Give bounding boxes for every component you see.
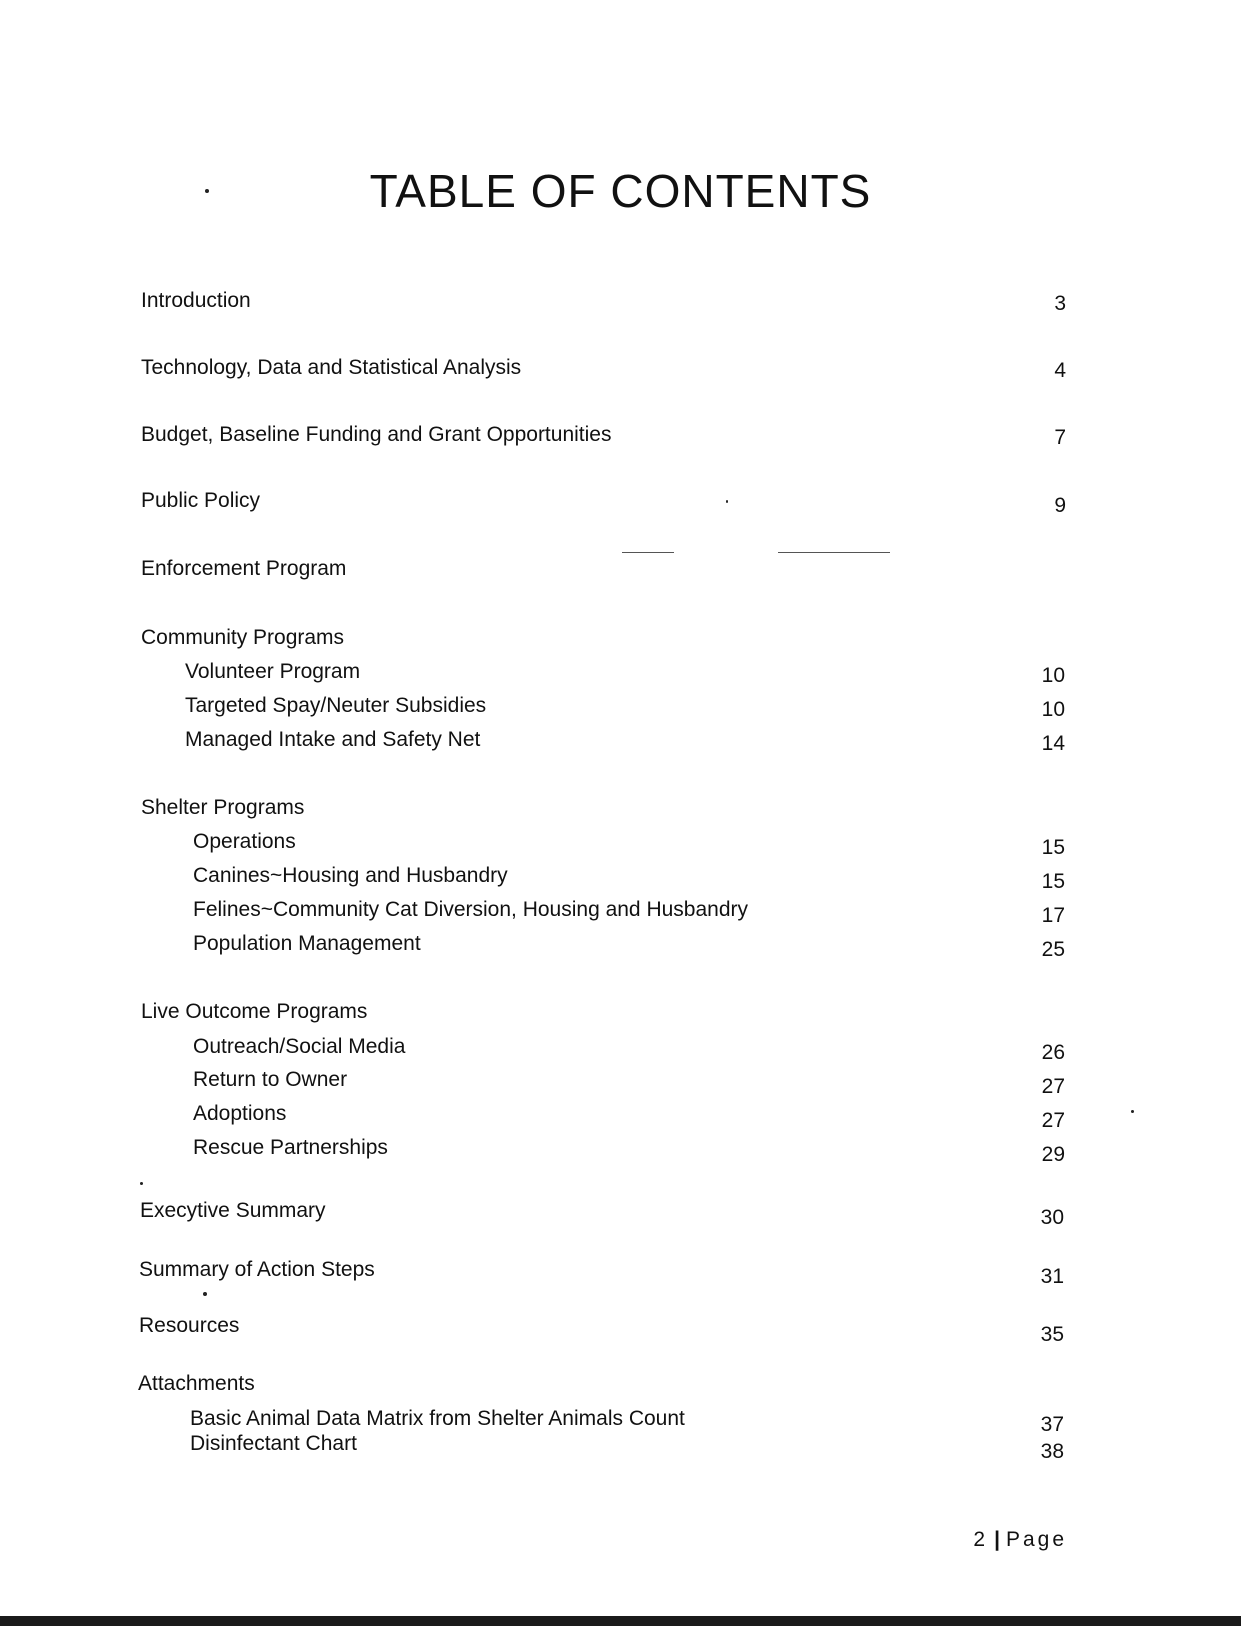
scan-speck bbox=[1131, 1110, 1134, 1113]
toc-entry-community-programs: Community Programs bbox=[141, 626, 345, 649]
toc-entry-attachments: Attachments bbox=[138, 1372, 255, 1395]
page-footer bbox=[973, 1528, 1067, 1552]
toc-page-executive-summary: 30 bbox=[1040, 1206, 1064, 1229]
toc-page-introduction: 3 bbox=[1054, 292, 1066, 315]
toc-subentry-adoptions: Adoptions bbox=[193, 1102, 287, 1125]
footer-page-word: Page bbox=[1005, 1528, 1067, 1551]
toc-page-action-steps: 31 bbox=[1040, 1265, 1064, 1288]
toc-page-managed-intake: 14 bbox=[1041, 732, 1065, 755]
toc-entry-enforcement: Enforcement Program bbox=[141, 557, 347, 580]
toc-page-adoptions: 27 bbox=[1041, 1109, 1065, 1132]
toc-page-data-matrix: 37 bbox=[1040, 1413, 1064, 1436]
toc-page-outreach: 26 bbox=[1041, 1041, 1065, 1064]
toc-entry-technology: Technology, Data and Statistical Analysis bbox=[141, 356, 522, 379]
toc-page-felines: 17 bbox=[1041, 904, 1065, 927]
toc-entry-shelter-programs: Shelter Programs bbox=[141, 796, 305, 819]
toc-subentry-operations: Operations bbox=[193, 830, 296, 853]
toc-entry-executive-summary: Execytive Summary bbox=[140, 1199, 326, 1222]
toc-page-disinfectant: 38 bbox=[1040, 1440, 1064, 1463]
toc-page-operations: 15 bbox=[1041, 836, 1065, 859]
toc-subentry-volunteer: Volunteer Program bbox=[185, 660, 361, 683]
scan-dash bbox=[778, 552, 890, 553]
toc-subentry-return-to-owner: Return to Owner bbox=[193, 1068, 348, 1091]
scan-speck bbox=[140, 1182, 143, 1185]
toc-subentry-disinfectant: Disinfectant Chart bbox=[190, 1432, 357, 1455]
toc-entry-action-steps: Summary of Action Steps bbox=[139, 1258, 375, 1281]
toc-page-budget: 7 bbox=[1054, 426, 1066, 449]
toc-page-canines: 15 bbox=[1041, 870, 1065, 893]
toc-page-volunteer: 10 bbox=[1041, 664, 1065, 687]
scan-dash bbox=[622, 552, 674, 553]
toc-page-public-policy: 9 bbox=[1054, 494, 1066, 517]
scan-speck bbox=[726, 500, 728, 503]
toc-subentry-felines: Felines~Community Cat Diversion, Housing and Husbandry bbox=[193, 898, 749, 921]
toc-page-resources: 35 bbox=[1040, 1323, 1064, 1346]
toc-entry-budget: Budget, Baseline Funding and Grant Opportunities bbox=[141, 423, 612, 446]
toc-subentry-spay-neuter: Targeted Spay/Neuter Subsidies bbox=[185, 694, 487, 717]
toc-page-spay-neuter: 10 bbox=[1041, 698, 1065, 721]
footer-separator: | bbox=[994, 1528, 1000, 1551]
scan-speck bbox=[205, 189, 209, 193]
toc-page-rescue: 29 bbox=[1041, 1143, 1065, 1166]
footer-page-number: 2 bbox=[973, 1528, 989, 1551]
toc-entry-public-policy: Public Policy bbox=[141, 489, 261, 512]
toc-subentry-managed-intake: Managed Intake and Safety Net bbox=[185, 728, 481, 751]
toc-subentry-population: Population Management bbox=[193, 932, 421, 955]
scan-speck bbox=[203, 1292, 207, 1296]
toc-entry-introduction: Introduction bbox=[141, 289, 251, 312]
toc-page-population: 25 bbox=[1041, 938, 1065, 961]
toc-subentry-outreach: Outreach/Social Media bbox=[193, 1035, 406, 1058]
toc-entry-live-outcome: Live Outcome Programs bbox=[141, 1000, 368, 1023]
toc-entry-resources: Resources bbox=[139, 1314, 240, 1337]
toc-page-technology: 4 bbox=[1054, 359, 1066, 382]
toc-subentry-data-matrix: Basic Animal Data Matrix from Shelter Animals Count bbox=[190, 1407, 685, 1430]
toc-title: TABLE OF CONTENTS bbox=[369, 165, 872, 217]
scan-edge bbox=[0, 1616, 1241, 1626]
toc-subentry-canines: Canines~Housing and Husbandry bbox=[193, 864, 508, 887]
toc-page-return-to-owner: 27 bbox=[1041, 1075, 1065, 1098]
toc-subentry-rescue: Rescue Partnerships bbox=[193, 1136, 388, 1159]
